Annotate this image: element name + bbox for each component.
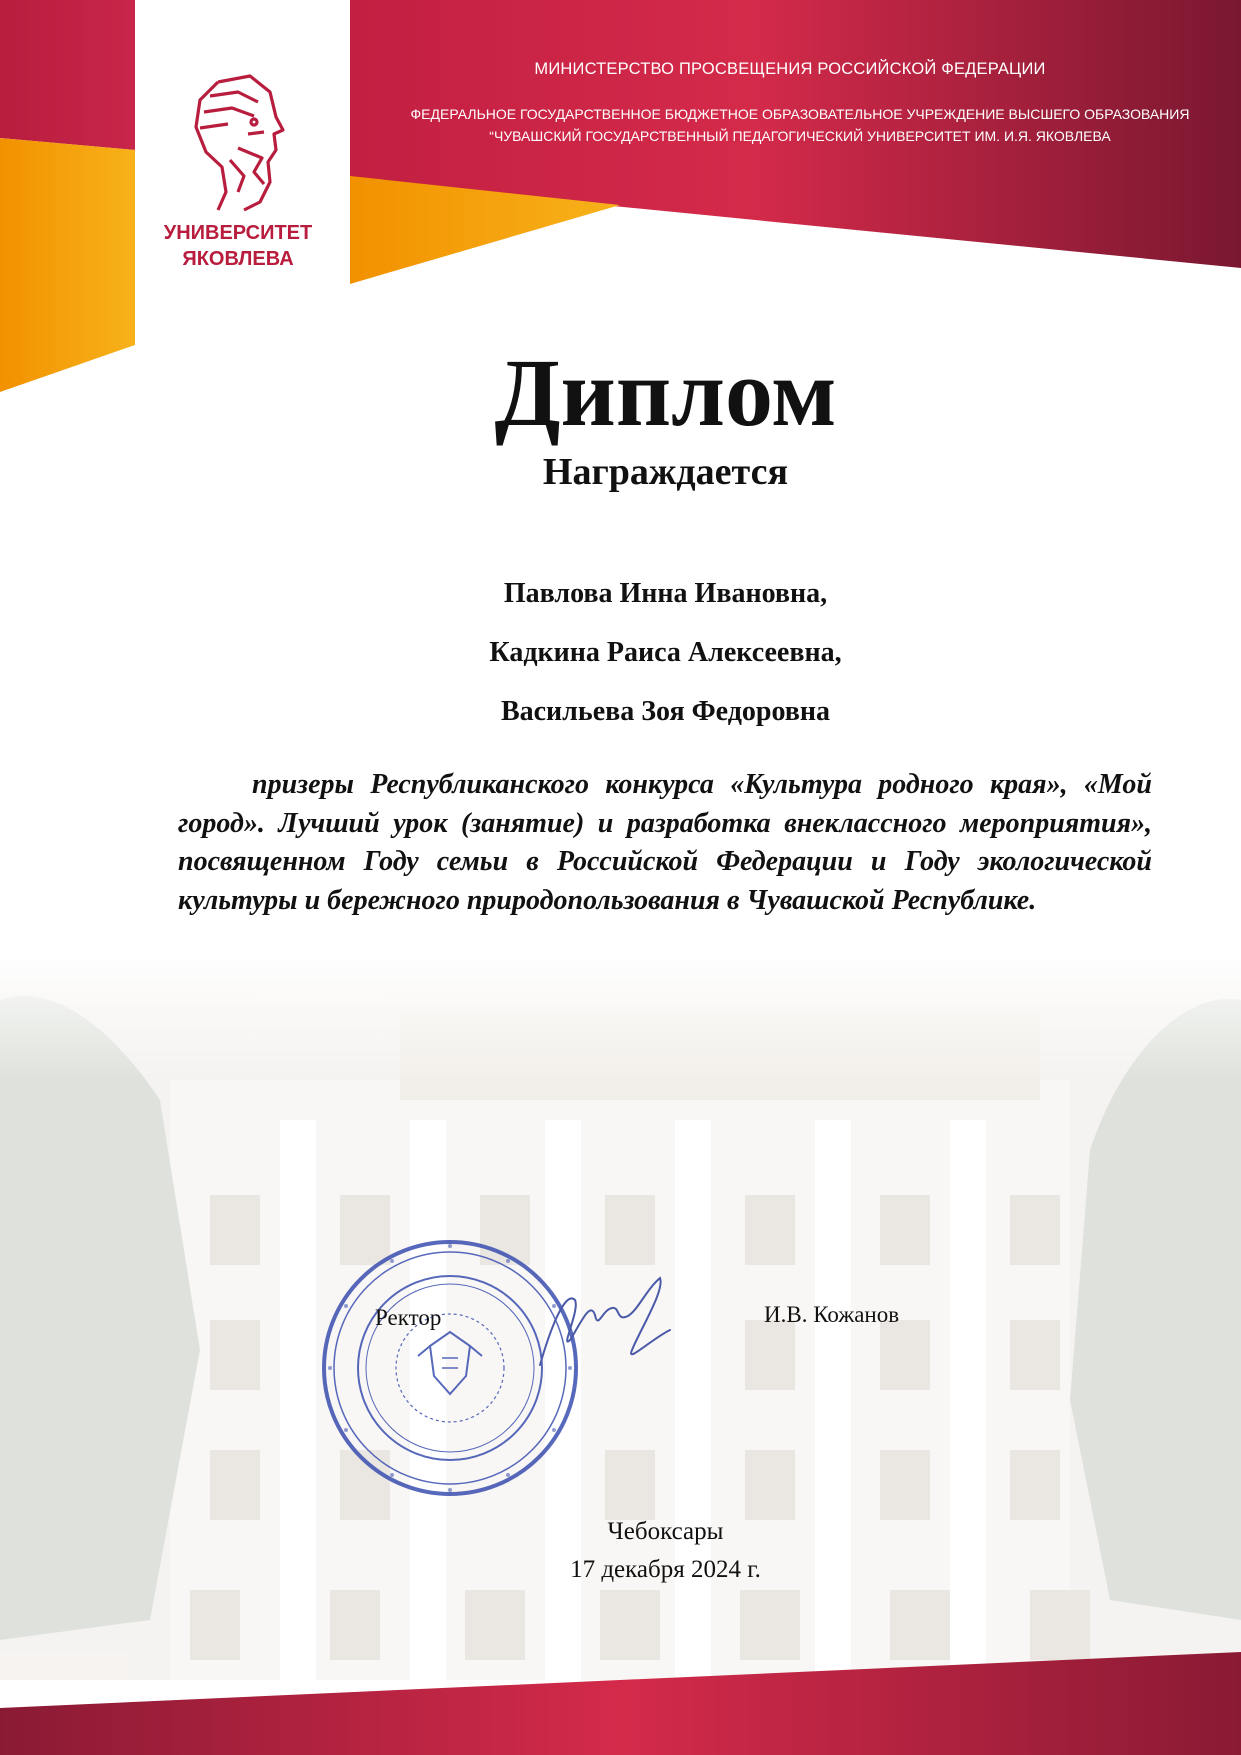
ministry-title: МИНИСТЕРСТВО ПРОСВЕЩЕНИЯ РОССИЙСКОЙ ФЕДЕРАЦИИ [534,60,1046,78]
recipient-name: Павлова Инна Ивановна, [503,578,828,609]
rector-name: И.В. Кожанов [764,1302,900,1327]
issue-city: Чебоксары [607,1518,724,1545]
issue-date: 17 декабря 2024 г. [570,1556,761,1583]
awarded-heading: Награждается [542,451,789,493]
logo-text-university: УНИВЕРСИТЕТ [163,222,313,244]
recipient-name: Кадкина Раиса Алексеевна, [489,637,842,668]
logo-text-yakovlev: ЯКОВЛЕВА [182,248,294,270]
institution-line-2: “ЧУВАШСКИЙ ГОСУДАРСТВЕННЫЙ ПЕДАГОГИЧЕСКИЙ УНИВЕРСИТЕТ ИМ. И.Я. ЯКОВЛЕВА [489,128,1111,144]
recipient-name: Васильева Зоя Федоровна [500,696,831,727]
award-description: призеры Республиканского конкурса «Культура родного края», «Мой город». Лучший урок (занятие) и разработка внеклассного мероприятия», посвященном Году семьи в Российской Федерации и Году экологической культуры и бережного природопользования в Чувашской Республике. [178,769,1152,916]
yakovlev-profile-icon [188,72,288,212]
recipients-list [0,564,1241,741]
rector-label: Ректор [375,1305,442,1330]
rector-signature [520,1270,690,1380]
diploma-title: Диплом [494,339,837,446]
institution-line-1: ФЕДЕРАЛЬНОЕ ГОСУДАРСТВЕННОЕ БЮДЖЕТНОЕ ОБРАЗОВАТЕЛЬНОЕ УЧРЕЖДЕНИЕ ВЫСШЕГО ОБРАЗОВАНИЯ [410,106,1190,122]
